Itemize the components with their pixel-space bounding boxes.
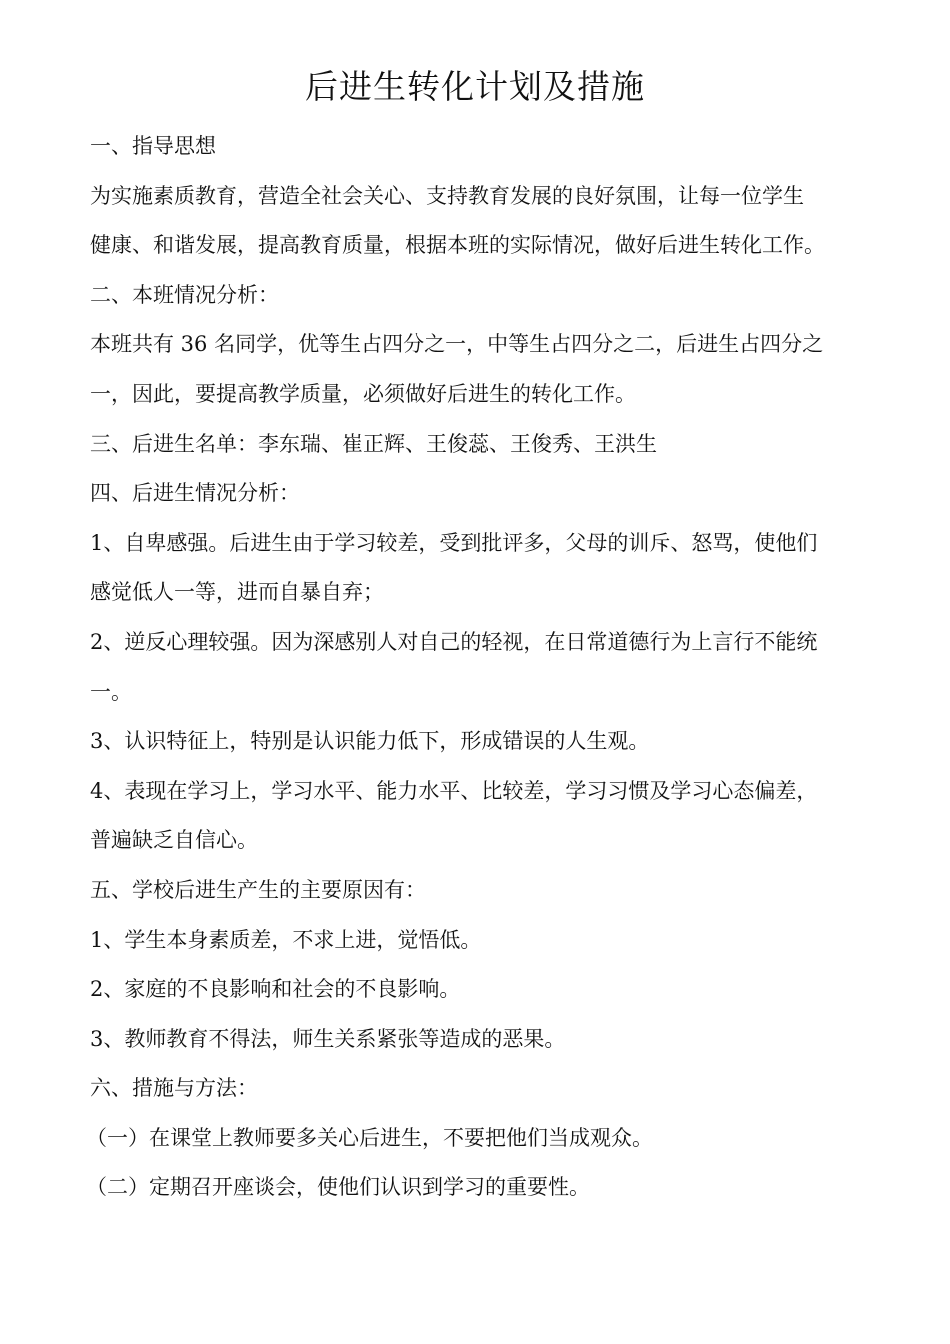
list-item-line: 1、自卑感强。后进生由于学习较差，受到批评多，父母的训斥、怒骂，使他们: [90, 530, 818, 555]
list-item-line: （二）定期召开座谈会，使他们认识到学习的重要性。: [86, 1175, 590, 1200]
section-heading-class-analysis: 二、本班情况分析：: [90, 282, 279, 307]
list-item-line: 普遍缺乏自信心。: [90, 828, 258, 853]
list-item-line: 3、认识特征上，特别是认识能力低下，形成错误的人生观。: [90, 729, 650, 754]
list-item-line: 4、表现在学习上，学习水平、能力水平、比较差，学习习惯及学习心态偏差，: [90, 778, 818, 803]
list-item-line: 2、逆反心理较强。因为深感别人对自己的轻视，在日常道德行为上言行不能统: [90, 629, 818, 654]
list-item-line: （一）在课堂上教师要多关心后进生，不要把他们当成观众。: [86, 1125, 653, 1150]
section-heading-guiding-thought: 一、指导思想: [90, 134, 216, 158]
document-body: [86, 122, 880, 1213]
paragraph-line: 一，因此，要提高教学质量，必须做好后进生的转化工作。: [90, 381, 636, 406]
list-item-line: 3、教师教育不得法，师生关系紧张等造成的恶果。: [90, 1026, 566, 1051]
list-item-line: 一。: [90, 679, 132, 704]
list-item-line: 2、家庭的不良影响和社会的不良影响。: [90, 977, 461, 1002]
document-title: 后进生转化计划及措施: [305, 67, 645, 106]
paragraph-line: 本班共有 36 名同学，优等生占四分之一，中等生占四分之二，后进生占四分之: [90, 332, 824, 357]
section-heading-causes: 五、学校后进生产生的主要原因有：: [90, 877, 426, 902]
section-heading-measures: 六、措施与方法：: [90, 1076, 258, 1101]
list-item-line: 1、学生本身素质差，不求上进，觉悟低。: [90, 927, 482, 952]
list-item-line: 感觉低人一等，进而自暴自弃；: [90, 580, 384, 605]
paragraph-line: 为实施素质教育，营造全社会关心、支持教育发展的良好氛围，让每一位学生: [90, 183, 804, 208]
section-heading-student-list: 三、后进生名单：李东瑞、崔正辉、王俊蕊、王俊秀、王洪生: [90, 431, 657, 456]
paragraph-line: 健康、和谐发展，提高教育质量，根据本班的实际情况，做好后进生转化工作。: [90, 233, 825, 258]
section-heading-situation-analysis: 四、后进生情况分析：: [90, 481, 300, 506]
